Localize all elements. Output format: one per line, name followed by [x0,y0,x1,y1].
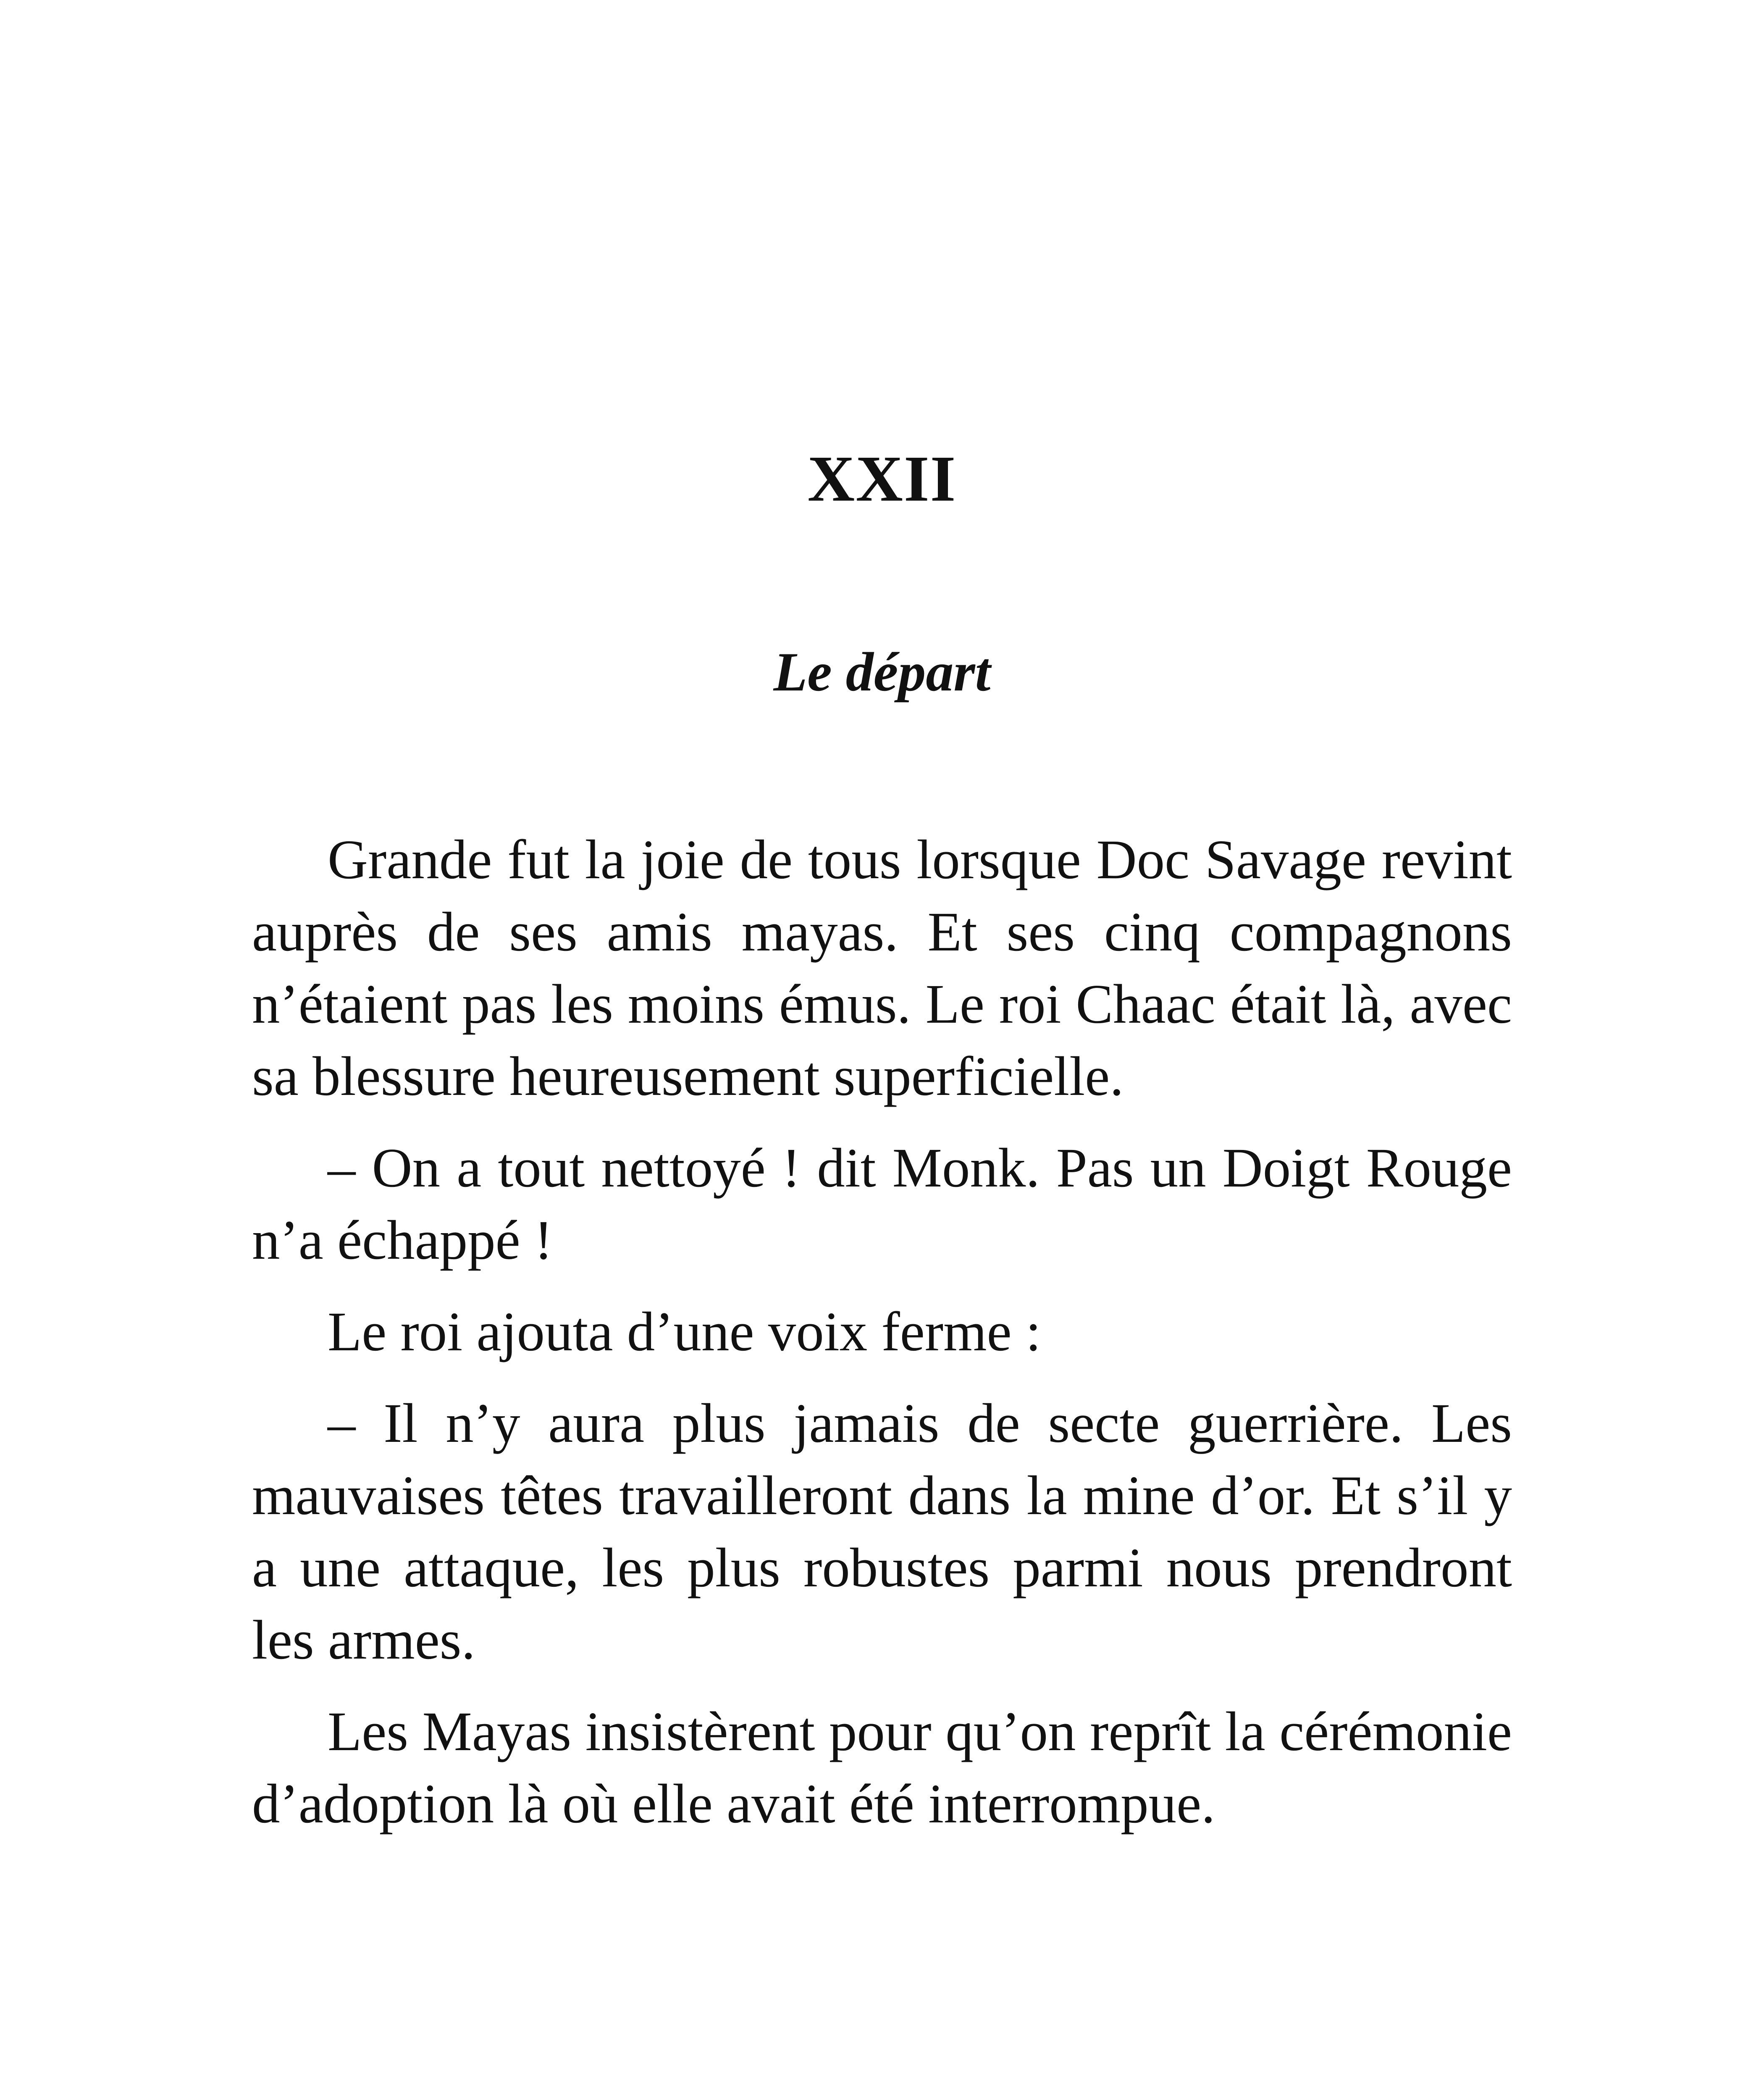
chapter-body [252,823,1512,1859]
chapter-title: Le départ [773,641,991,703]
paragraph: Les Mayas insistèrent pour qu’on reprît la cérémonie d’adoption là où elle avait été interrompue. [252,1700,1512,1835]
paragraph: – On a tout nettoyé ! dit Monk. Pas un Doigt Rouge n’a échappé ! [252,1137,1512,1271]
paragraph: Le roi ajouta d’une voix ferme : [328,1300,1041,1362]
paragraph: – Il n’y aura plus jamais de secte guerrière. Les mauvaises têtes travailleront dans la mine d’or. Et s’il y a une attaque, les plus robustes parmi nous prendront les armes. [252,1392,1512,1671]
chapter-number: XXII [807,442,957,515]
paragraph: Grande fut la joie de tous lorsque Doc Savage revint auprès de ses amis mayas. Et ses cinq compagnons n’étaient pas les moins émus. Le roi Chaac était là, avec sa blessure heureusement superficielle. [252,828,1512,1107]
